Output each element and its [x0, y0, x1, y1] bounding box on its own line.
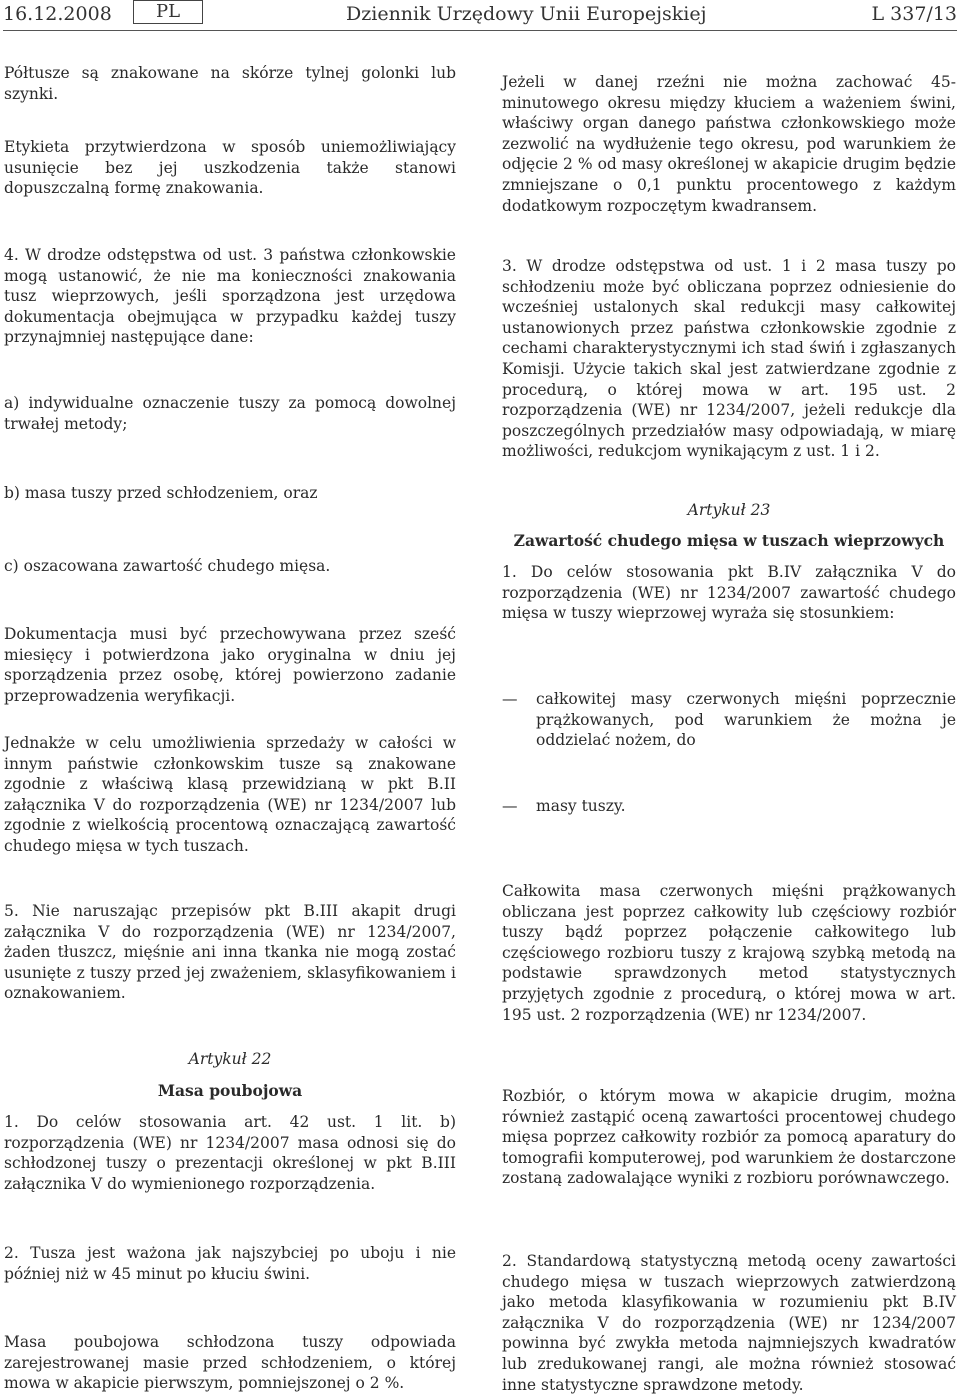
article-number: Artykuł 23 [687, 501, 771, 519]
list-item: całkowitej masy czerwonych mięśni poprzecznie prążkowanych, pod warunkiem że można je oddzielać nożem, do [536, 690, 956, 750]
paragraph: 5. Nie naruszając przepisów pkt B.III akapit drugi załącznika V do rozporządzenia (WE) nr 1234/2007, żaden tłuszcz, mięśnie ani inna tkanka nie mogą zostać usunięte z tuszy przed jej zważeniem, sklasyfikowaniem i oznakowaniem. [4, 902, 456, 1003]
article-number: Artykuł 22 [188, 1050, 272, 1068]
page-number: L 337/13 [871, 3, 957, 25]
paragraph: 2. Standardową statystyczną metodą oceny zawartości chudego mięsa w tuszach wieprzowych zatwierdzoną jako metoda klasyfikowania w rozumieniu pkt B.IV załącznika V do rozporządzenia (WE) nr 1234/2007 powinna być zwykła metoda najmniejszych kwadratów lub zredukowanej rangi, ale można również stosować inne statystyczne sprawdzone metody. [502, 1252, 956, 1394]
paragraph: Rozbiór, o którym mowa w akapicie drugim, można również zastąpić oceną zawartości procentowej chudego mięsa poprzez całkowity rozbiór za pomocą aparatury do tomografii komputerowej, pod warunkiem że dostarczone zostaną zadowalające wyniki z rozbioru porównawczego. [502, 1087, 956, 1188]
list-item: b) masa tuszy przed schłodzeniem, oraz [4, 484, 318, 502]
paragraph: Masa poubojowa schłodzona tuszy odpowiada zarejestrowanej masie przed schłodzeniem, o której mowa w akapicie pierwszym, pomniejszonej o 2 %. [4, 1333, 456, 1393]
paragraph: Jednakże w celu umożliwienia sprzedaży w całości w innym państwie członkowskim tusze są znakowane zgodnie z właściwą klasą przewidzianą w pkt B.II załącznika V do rozporządzenia (WE) nr 1234/2007 lub zgodnie z wielkością procentową oznaczającą zawartość chudego mięsa w tych tuszach. [4, 734, 456, 855]
language-badge: PL [133, 0, 203, 24]
article-heading: Masa poubojowa [157, 1081, 303, 1100]
list-item: a) indywidualne oznaczenie tuszy za pomocą dowolnej trwałej metody; [4, 394, 456, 433]
paragraph: 1. Do celów stosowania pkt B.IV załącznika V do rozporządzenia (WE) nr 1234/2007 zawartość chudego mięsa w tuszy wieprzowej wyraża się stosunkiem: [502, 563, 956, 623]
list-item: masy tuszy. [536, 797, 626, 815]
paragraph: Półtusze są znakowane na skórze tylnej golonki lub szynki. [4, 64, 456, 103]
paragraph: Całkowita masa czerwonych mięśni prążkowanych obliczana jest poprzez całkowity lub częściowy rozbiór tuszy bądź poprzez połączenie całkowitego lub częściowego rozbioru tuszy z krajową szybką metodą na podstawie sprawdzonych metod statystycznych przyjętych zgodnie z procedurą, o której mowa w art. 195 ust. 2 rozporządzenia (WE) nr 1234/2007. [502, 882, 956, 1024]
dash-bullet: — [502, 690, 518, 708]
paragraph: 2. Tusza jest ważona jak najszybciej po uboju i nie później niż w 45 minut po kłuciu świni. [4, 1244, 456, 1283]
paragraph: Dokumentacja musi być przechowywana przez sześć miesięcy i potwierdzona jako oryginalna w dniu jej sporządzenia przez osobę, której powierzono zadanie przeprowadzenia weryfikacji. [4, 625, 456, 705]
paragraph: 4. W drodze odstępstwa od ust. 3 państwa członkowskie mogą ustanowić, że nie ma konieczności znakowania tusz wieprzowych, jeśli sporządzona jest urzędowa dokumentacja obejmująca w przypadku każdej tuszy przynajmniej następujące dane: [4, 246, 456, 347]
page-header [3, 0, 957, 31]
header-date: 16.12.2008 [3, 3, 112, 25]
paragraph: Etykieta przytwierdzona w sposób uniemożliwiający usunięcie bez jej uszkodzenia także stanowi dopuszczalną formę znakowania. [4, 138, 456, 198]
paragraph: 3. W drodze odstępstwa od ust. 1 i 2 masa tuszy po schłodzeniu może być obliczana poprzez odniesienie do wcześniej ustalonych skal redukcji masy całkowitej ustanowionych przez państwa członkowskie zgodnie z cechami charakterystycznymi ich stad świń i zgłaszanych Komisji. Użycie takich skal jest zatwierdzane zgodnie z procedurą, o której mowa w art. 195 ust. 2 rozporządzenia (WE) nr 1234/2007, jeżeli redukcje dla poszczególnych przedziałów masy odpowiadają, w miarę możliwości, redukcjom wynikającym z ust. 1 i 2. [502, 257, 956, 461]
article-heading: Zawartość chudego mięsa w tuszach wieprzowych [513, 531, 945, 550]
paragraph: Jeżeli w danej rzeźni nie można zachować 45-minutowego okresu między kłuciem a ważeniem świni, właściwy organ danego państwa członkowskiego może zezwolić na wydłużenie tego okresu, pod warunkiem że odjęcie 2 % od masy określonej w akapicie drugim będzie zmniejszane o 0,1 punktu procentowego z każdym dodatkowym rozpoczętym kwadransem. [502, 73, 956, 215]
paragraph: 1. Do celów stosowania art. 42 ust. 1 lit. b) rozporządzenia (WE) nr 1234/2007 masa odnosi się do schłodzonej tuszy o prezentacji określonej w pkt B.III załącznika V do wymienionego rozporządzenia. [4, 1113, 456, 1193]
dash-bullet: — [502, 797, 518, 815]
journal-title: Dziennik Urzędowy Unii Europejskiej [346, 3, 707, 25]
list-item: c) oszacowana zawartość chudego mięsa. [4, 557, 331, 575]
